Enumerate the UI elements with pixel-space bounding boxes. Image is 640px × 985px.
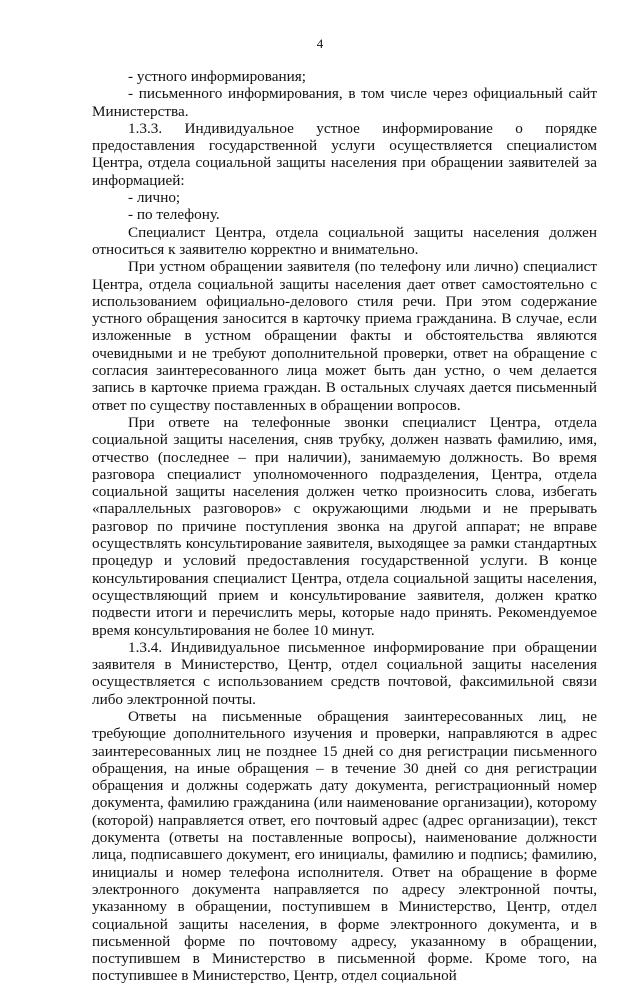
paragraph-list-phone: - по телефону. — [128, 206, 220, 224]
paragraph-specialist-conduct: Специалист Центра, отдела социальной защиты населения должен относиться к заявителю корректно и внимательно. — [92, 223, 597, 258]
page-number: 4 — [316, 36, 324, 51]
document-body — [92, 68, 597, 985]
paragraph-phone-calls: При ответе на телефонные звонки специалист Центра, отдела социальной защиты населения, сняв трубку, должен назвать фамилию, имя, отчество (последнее – при наличии), занимаемую должность. Во время разговора специалист уполномоченного подразделения, Центра, отдела социальной защиты населения должен четко произносить слова, избегать «параллельных разговоров» с окружающими людьми и не прерывать разговор по причине поступления звонка на другой аппарат; не вправе осуществлять консультирование заявителя, выходящее за рамки стандартных процедур и условий предоставления государственной услуги. В конце консультирования специалист Центра, отдела социальной защиты населения, осуществляющий прием и консультирование заявителя, должен кратко подвести итоги и перечислить меры, которые надо принять. Рекомендуемое время консультирования не более 10 минут. — [92, 413, 597, 639]
paragraph-oral-request: При устном обращении заявителя (по телефону или лично) специалист Центра, отдела социальной защиты населения дает ответ самостоятельно с использованием официально-делового стиля речи. При этом содержание устного обращения заносится в карточку приема гражданина. В случае, если изложенные в устном обращении факты и обстоятельства являются очевидными и не требуют дополнительной проверки, ответ на обращение с согласия заинтересованного лица может быть дан устно, о чем делается запись в карточке приема граждан. В остальных случаях дается письменный ответ по существу поставленных в обращении вопросов. — [92, 258, 597, 414]
paragraph-list-oral: - устного информирования; — [128, 68, 306, 85]
paragraph-list-personal: - лично; — [128, 189, 181, 207]
paragraph-written-answers: Ответы на письменные обращения заинтересованных лиц, не требующие дополнительного изучения и проверки, направляются в адрес заинтересованных лиц не позднее 15 дней со дня регистрации письменного обращения, на иные обращения – в течение 30 дней со дня регистрации обращения и должны содержать дату документа, регистрационный номер документа, фамилию гражданина (или наименование организации), которому (которой) направляется ответ, его почтовый адрес (адрес организации), текст документа (ответы на поставленные вопросы), наименование должности лица, подписавшего документ, его инициалы, фамилию и подпись; фамилию, инициалы и номер телефона исполнителя. Ответ на обращение в форме электронного документа направляется по адресу электронной почты, указанному в обращении, поступившем в Министерство, Центр, отдел социальной защиты населения, в форме электронного документа, и в письменной форме по почтовому адресу, указанному в обращении, поступившем в Министерство в письменной форме. Кроме того, на поступившее в Министерство, Центр, отдел социальной — [92, 707, 597, 985]
paragraph-1-3-4: 1.3.4. Индивидуальное письменное информирование при обращении заявителя в Министерство, Центр, отдел социальной защиты населения осуществляется с использованием средств почтовой, факсимильной связи либо электронной почты. — [92, 638, 597, 708]
paragraph-1-3-3: 1.3.3. Индивидуальное устное информирование о порядке предоставления государственной услуги осуществляется специалистом Центра, отдела социальной защиты населения при обращении заявителей за информацией: — [92, 119, 597, 189]
paragraph-list-written: - письменного информирования, в том числе через официальный сайт Министерства. — [92, 85, 597, 120]
